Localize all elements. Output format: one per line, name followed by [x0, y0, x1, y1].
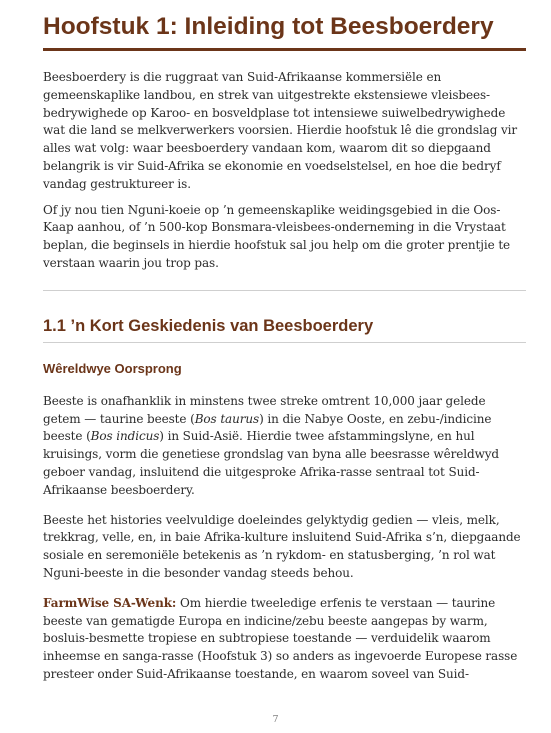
bos-taurus-term: Bos taurus — [194, 411, 260, 426]
chapter-title: Hoofstuk 1: Inleiding tot Beesboerdery — [43, 12, 526, 51]
origins-text-a: Beeste is onafhanklik in minstens twee streke omtrent 10,000 jaar gelede getem — taurine beeste ( — [43, 393, 486, 426]
origins-paragraph — [43, 393, 526, 500]
origins-text-b: ) in die Nabye Ooste, en zebu-/indicine beeste ( — [43, 411, 492, 444]
subsection-heading: Wêreldwye Oorsprong — [43, 360, 182, 376]
section-divider — [43, 290, 526, 291]
document-page — [43, 0, 526, 684]
tip-paragraph — [43, 595, 526, 684]
page-number: 7 — [272, 714, 279, 725]
intro-paragraph-2: Of jy nou tien Nguni-koeie op ’n gemeenskaplike weidingsgebied in die Oos-Kaap aanhou, of ’n 500-kop Bonsmara-vleisbees-onderneming in die Vrystaat beplan, die beginsels in hierdie hoofstuk sal jou help om die groter prentjie te verstaan waarin jou trop pas. — [43, 202, 511, 270]
origins-text-c: ) in Suid-Asië. Hierdie twee afstammingslyne, en hul kruisings, vorm die genetiese grondslag van byna alle beesrasse wêreldwyd geboer vandag, insluitend die uitgesproke Afrika-rasse sentraal tot Suid-Afrikaanse beesboerdery. — [43, 429, 499, 497]
intro-paragraph-1: Beesboerdery is die ruggraat van Suid-Afrikaanse kommersiële en gemeenskaplike landbou, en strek van uitgestrekte ekstensiewe vleisbees-bedrywighede op Karoo- en bosveldplase tot intensiewe suiwelbedrywighede wat die land se melkverwerkers voorsien. Hierdie hoofstuk lê die grondslag vir alles wat volg: waar beesboerdery vandaan kom, waarom dit so diepgaand belangrik is vir Suid-Afrika se ekonomie en voedselstelsel, en hoe die bedryf vandag gestruktureer is. — [43, 70, 518, 191]
section-heading: 1.1 ’n Kort Geskiedenis van Beesboerdery — [43, 315, 526, 343]
tip-text: Om hierdie tweeledige erfenis te verstaan — taurine beeste van gematigde Europa en indicine/zebu beeste aangepas by warm, bosluis-besmette tropiese en subtropiese toestande — verduidelik waarom inheemse en sanga-rasse (Hoofstuk 3) so anders as ingevoerde Europese rasse presteer onder Suid-Afrikaanse toestande, en waarom soveel van Suid- — [43, 595, 518, 681]
tip-label: FarmWise SA-Wenk: — [43, 595, 177, 610]
bos-indicus-term: Bos indicus — [90, 429, 160, 444]
purposes-paragraph: Beeste het histories veelvuldige doeleindes gelyktydig gedien — vleis, melk, trekkrag, velle, en, in baie Afrika-kulture insluitend Suid-Afrika s’n, diepgaande sosiale en seremoniële betekenis as ’n rykdom- en statusberging, ’n rol wat Nguni-beeste in die besonder vandag steeds behou. — [43, 512, 521, 580]
